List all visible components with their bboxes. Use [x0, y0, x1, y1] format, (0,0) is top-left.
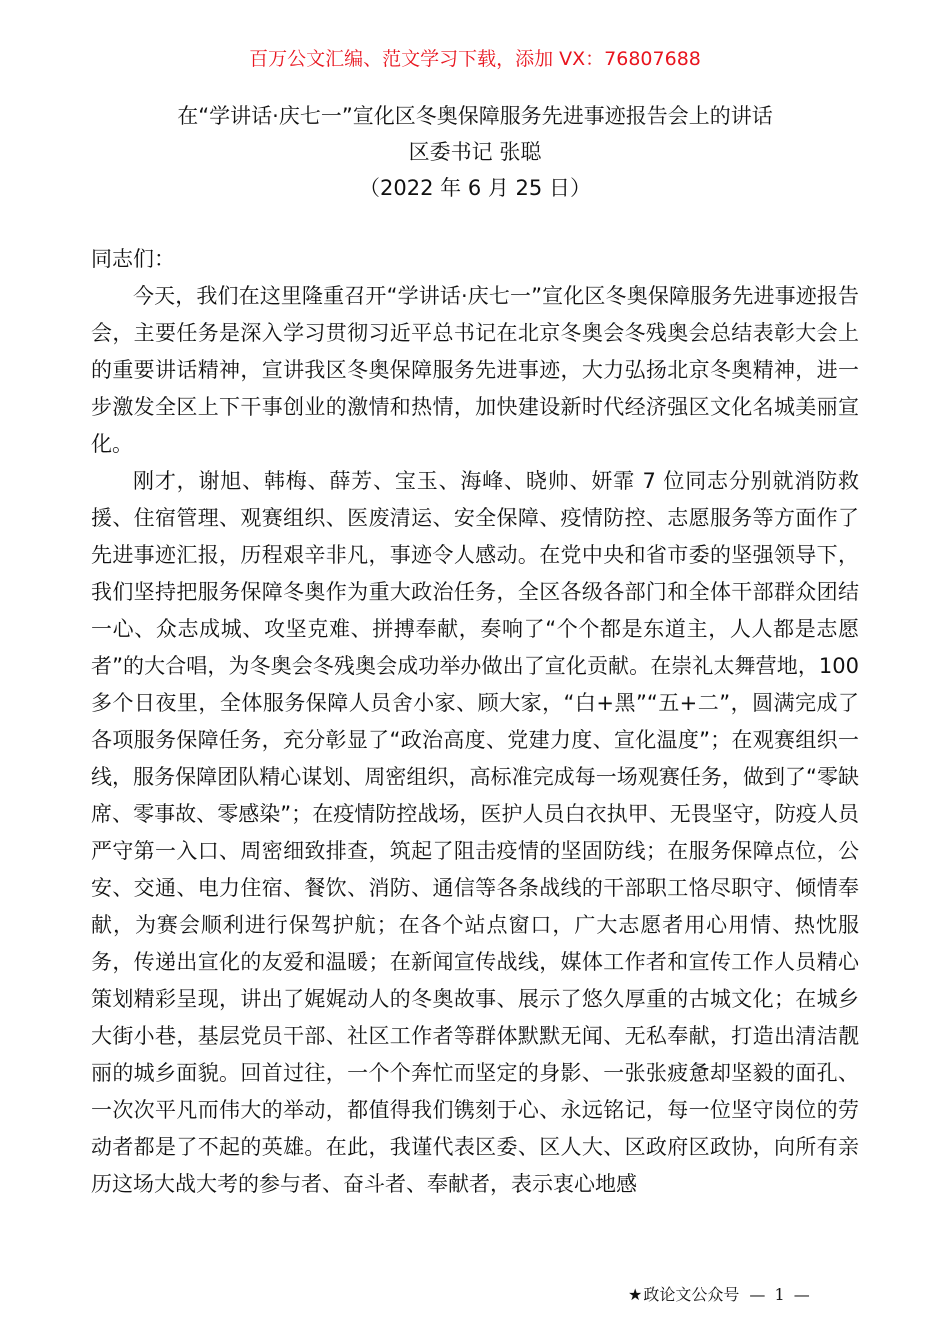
document-body: [91, 241, 859, 1203]
footer-source: 政论文公众号: [643, 1285, 740, 1304]
page-footer: [628, 1283, 878, 1307]
star-icon: ★: [628, 1285, 643, 1304]
document-author: 区委书记 张聪: [408, 140, 542, 164]
paragraph: 刚才，谢旭、韩梅、薛芳、宝玉、海峰、晓帅、妍霏 7 位同志分别就消防救援、住宿管理、观赛组织、医废清运、安全保障、疫情防控、志愿服务等方面作了先进事迹汇报，历程艰辛非凡，事迹令人感动。在党中央和省市委的坚强领导下，我们坚持把服务保障冬奥作为重大政治任务，全区各级各部门和全体干部群众团结一心、众志成城、攻坚克难、拼搏奉献，奏响了“个个都是东道主，人人都是志愿者”的大合唱，为冬奥会冬残奥会成功举办做出了宣化贡献。在崇礼太舞营地，100 多个日夜里，全体服务保障人员舍小家、顾大家，“白+黑”“五+二”，圆满完成了各项服务保障任务，充分彰显了“政治高度、党建力度、宣化温度”；在观赛组织一线，服务保障团队精心谋划、周密组织，高标准完成每一场观赛任务，做到了“零缺席、零事故、零感染”；在疫情防控战场，医护人员白衣执甲、无畏坚守，防疫人员严守第一入口、周密细致排查，筑起了阻击疫情的坚固防线；在服务保障点位，公安、交通、电力住宿、餐饮、消防、通信等各条战线的干部职工恪尽职守、倾情奉献，为赛会顺利进行保驾护航；在各个站点窗口，广大志愿者用心用情、热忱服务，传递出宣化的友爱和温暖；在新闻宣传战线，媒体工作者和宣传工作人员精心策划精彩呈现，讲出了娓娓动人的冬奥故事、展示了悠久厚重的古城文化；在城乡大街小巷，基层党员干部、社区工作者等群体默默无闻、无私奉献，打造出清洁靓丽的城乡面貌。回首过往，一个个奔忙而坚定的身影、一张张疲惫却坚毅的面孔、一次次平凡而伟大的举动，都值得我们镌刻于心、永远铭记，每一位坚守岗位的劳动者都是了不起的英雄。在此，我谨代表区委、区人大、区政府区政协，向所有亲历这场大战大考的参与者、奋斗者、奉献者，表示衷心地感: [91, 469, 859, 1196]
header-banner: 百万公文汇编、范文学习下载，添加 VX：76807688: [249, 48, 701, 70]
page-number: — 1 —: [749, 1285, 812, 1304]
paragraph: 今天，我们在这里隆重召开“学讲话·庆七一”宣化区冬奥保障服务先进事迹报告会，主要任务是深入学习贯彻习近平总书记在北京冬奥会冬残奥会总结表彰大会上的重要讲话精神，宣讲我区冬奥保障服务先进事迹，大力弘扬北京冬奥精神，进一步激发全区上下干事创业的激情和热情，加快建设新时代经济强区文化名城美丽宣化。: [91, 284, 859, 456]
salutation: 同志们：: [91, 247, 175, 271]
title-block: [0, 98, 950, 206]
document-title: 在“学讲话·庆七一”宣化区冬奥保障服务先进事迹报告会上的讲话: [177, 104, 773, 128]
document-date: （2022 年 6 月 25 日）: [359, 176, 591, 200]
